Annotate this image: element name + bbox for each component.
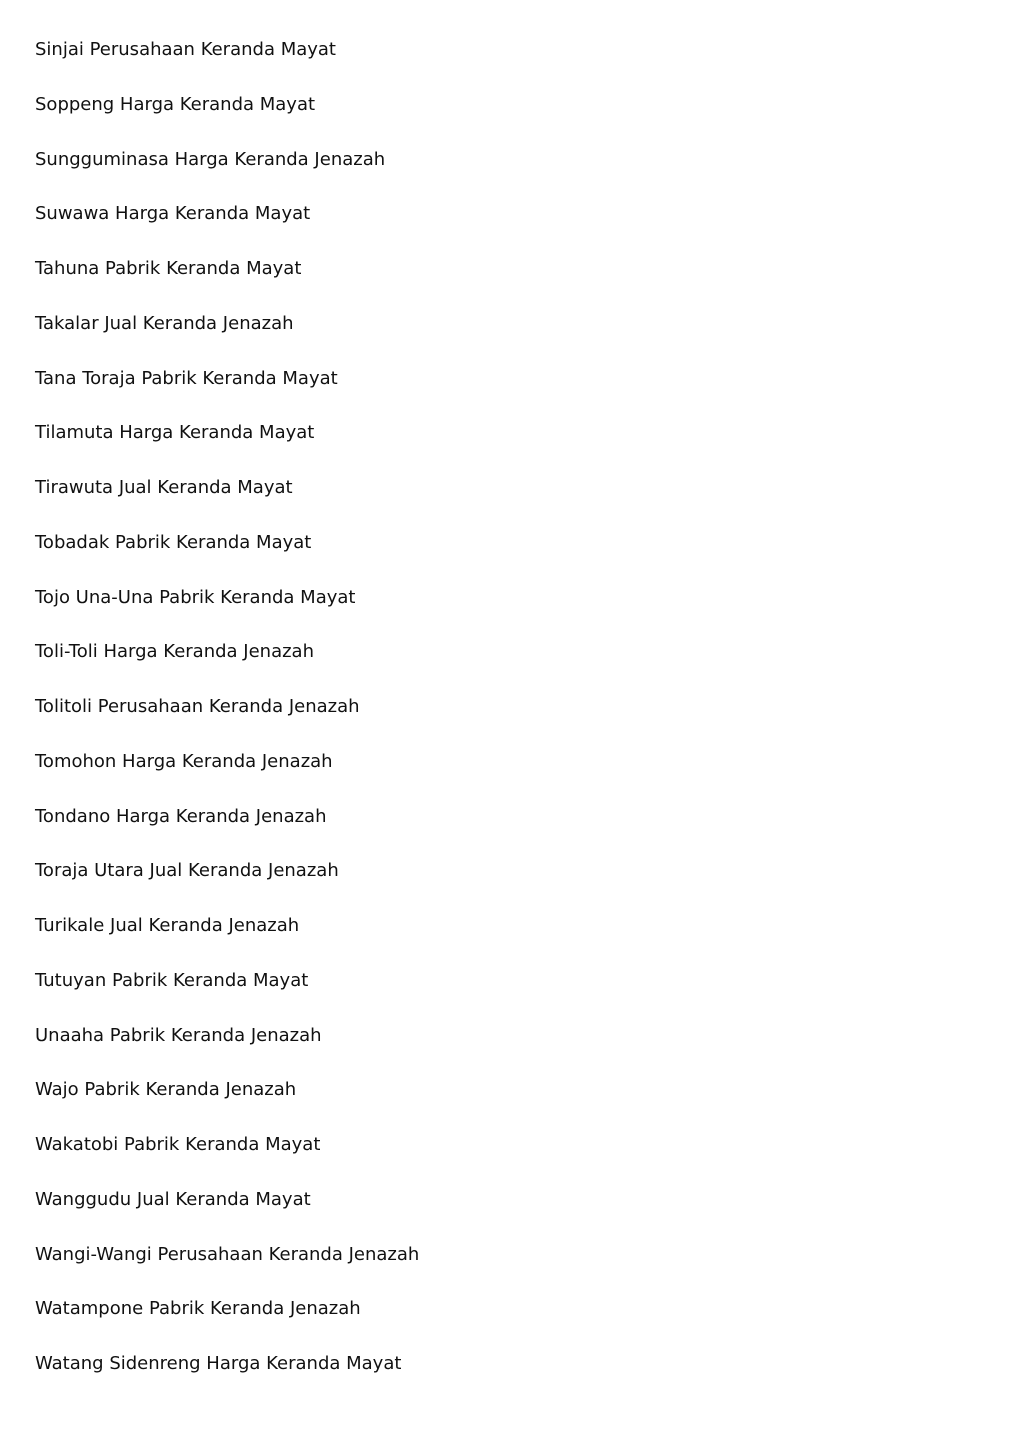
list-item: Tana Toraja Pabrik Keranda Mayat (35, 367, 338, 389)
list-item: Tolitoli Perusahaan Keranda Jenazah (35, 696, 360, 717)
list-item: Soppeng Harga Keranda Mayat (35, 93, 316, 115)
keyword-list (35, 37, 419, 1406)
list-item: Tirawuta Jual Keranda Mayat (35, 477, 293, 498)
list-item: Tomohon Harga Keranda Jenazah (35, 750, 333, 772)
list-item: Tutuyan Pabrik Keranda Mayat (35, 969, 309, 991)
list-item: Toli-Toli Harga Keranda Jenazah (35, 641, 314, 663)
list-item: Sungguminasa Harga Keranda Jenazah (35, 148, 386, 170)
list-item: Tilamuta Harga Keranda Mayat (35, 422, 315, 444)
list-item: Wakatobi Pabrik Keranda Mayat (35, 1134, 321, 1155)
list-item: Turikale Jual Keranda Jenazah (35, 915, 300, 936)
list-item: Sinjai Perusahaan Keranda Mayat (35, 39, 336, 60)
list-item: Toraja Utara Jual Keranda Jenazah (35, 860, 339, 882)
list-item: Takalar Jual Keranda Jenazah (35, 312, 294, 334)
list-item: Tahuna Pabrik Keranda Mayat (35, 258, 302, 279)
list-item: Tobadak Pabrik Keranda Mayat (35, 531, 312, 553)
list-item: Wajo Pabrik Keranda Jenazah (35, 1079, 297, 1101)
list-item: Tondano Harga Keranda Jenazah (35, 805, 327, 827)
list-item: Unaaha Pabrik Keranda Jenazah (35, 1024, 322, 1046)
list-item: Wangi-Wangi Perusahaan Keranda Jenazah (35, 1243, 420, 1265)
list-item: Watampone Pabrik Keranda Jenazah (35, 1298, 361, 1320)
list-item: Tojo Una-Una Pabrik Keranda Mayat (35, 586, 356, 608)
list-item: Suwawa Harga Keranda Mayat (35, 203, 311, 225)
list-item: Watang Sidenreng Harga Keranda Mayat (35, 1353, 402, 1374)
list-item: Wanggudu Jual Keranda Mayat (35, 1188, 311, 1210)
